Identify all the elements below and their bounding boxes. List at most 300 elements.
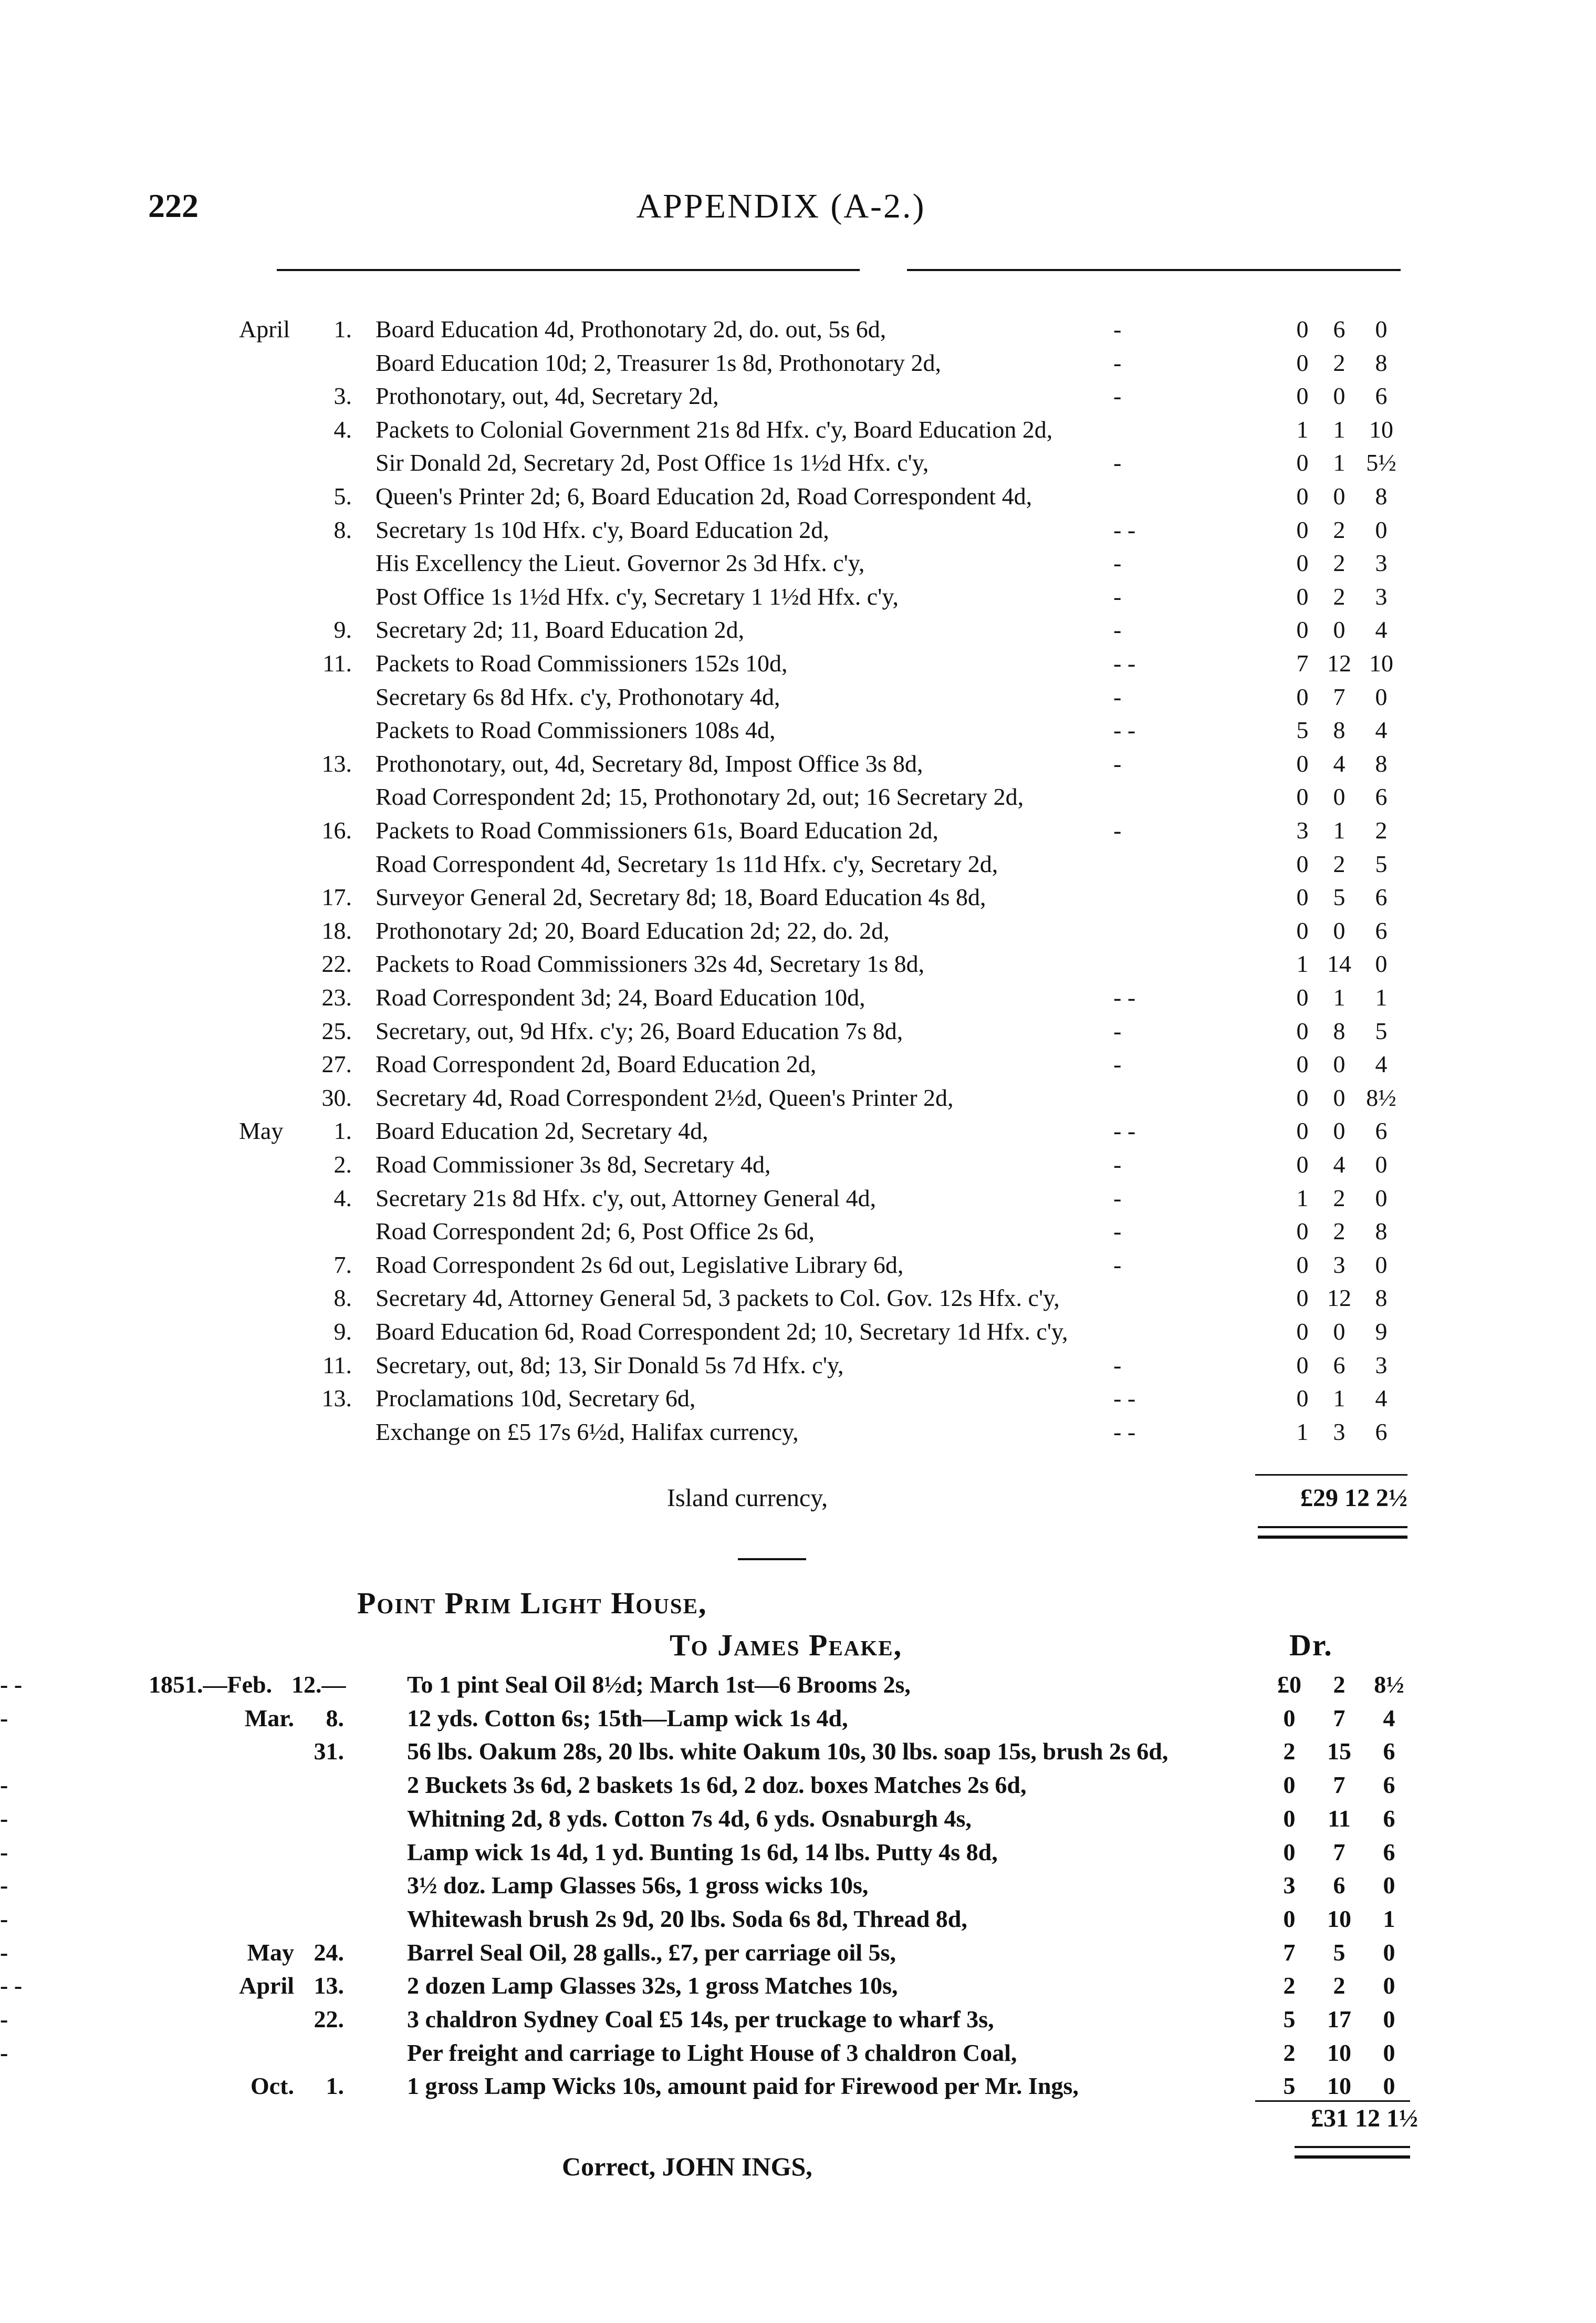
row-day: 16.	[321, 817, 352, 844]
total-row-1	[0, 1481, 1596, 1515]
amount-pounds: 0	[1296, 750, 1309, 777]
row-day: 22.	[321, 950, 352, 978]
row-day: 4.	[333, 416, 352, 443]
ledger-row	[0, 1415, 1596, 1449]
row-dashes: -	[1113, 1218, 1122, 1245]
ledger-row	[0, 2036, 1596, 2070]
ledger-row	[0, 680, 1596, 714]
amount-pence: 9	[1375, 1318, 1388, 1345]
debit-marker: Dr.	[1289, 1628, 1333, 1662]
row-dashes: -	[1113, 817, 1122, 844]
amount-pence: 3	[1375, 1351, 1388, 1378]
row-description: Road Correspondent 2d; 6, Post Office 2s 6d,	[375, 1218, 815, 1245]
row-dashes: -	[1113, 382, 1122, 410]
amount-pounds: 0	[1296, 1051, 1309, 1078]
row-month: April	[239, 1972, 294, 1999]
ledger-row	[0, 446, 1596, 480]
ledger-row	[0, 313, 1596, 346]
amount-pounds: 0	[1296, 917, 1309, 944]
row-description: 2 dozen Lamp Glasses 32s, 1 gross Matches 10s,	[407, 1972, 898, 1999]
ledger-row	[0, 780, 1596, 814]
amount-shillings: 10	[1327, 1905, 1351, 1932]
amount-pence: 1	[1375, 984, 1388, 1011]
row-dashes: -	[1113, 1351, 1122, 1378]
ledger-row	[0, 1248, 1596, 1282]
amount-pence: 6	[1375, 884, 1388, 911]
ledger-row	[0, 1802, 1596, 1835]
amount-pounds: 0	[1296, 449, 1309, 476]
row-description: Secretary 6s 8d Hfx. c'y, Prothonotary 4d,	[375, 683, 780, 710]
row-day: 24.	[314, 1938, 344, 1966]
row-day: 8.	[333, 516, 352, 543]
ledger-row	[0, 1702, 1596, 1735]
row-description: Per freight and carriage to Light House of 3 chaldron Coal,	[407, 2039, 1017, 2066]
page-number: 222	[148, 187, 199, 224]
amount-pounds: 3	[1296, 817, 1309, 844]
amount-shillings: 6	[1333, 1872, 1345, 1899]
amount-pence: 8	[1375, 750, 1388, 777]
row-description: Road Correspondent 2d, Board Education 2d,	[375, 1051, 817, 1078]
ledger-row	[0, 346, 1596, 380]
amount-pounds: 0	[1296, 1084, 1309, 1111]
row-description: 56 lbs. Oakum 28s, 20 lbs. white Oakum 10s, 30 lbs. soap 15s, brush 2s 6d,	[407, 1738, 1169, 1765]
amount-shillings: 15	[1327, 1738, 1351, 1765]
amount-shillings: 3	[1333, 1418, 1345, 1445]
signoff: Correct, JOHN INGS,	[562, 2152, 812, 2181]
row-dashes: - -	[0, 1972, 23, 1999]
amount-shillings: 0	[1333, 1117, 1345, 1145]
ledger-row	[0, 546, 1596, 580]
amount-pounds: 0	[1296, 583, 1309, 610]
row-description: Packets to Road Commissioners 32s 4d, Secretary 1s 8d,	[375, 950, 925, 978]
ledger-row	[0, 713, 1596, 747]
amount-pence: 0	[1383, 2072, 1395, 2100]
amount-shillings: 7	[1333, 1838, 1345, 1865]
amount-pence: 5½	[1366, 449, 1396, 476]
amount-shillings: 7	[1333, 1771, 1345, 1799]
amount-pounds: 0	[1296, 1017, 1309, 1044]
amount-pence: 0	[1383, 2006, 1395, 2032]
row-dashes: -	[0, 1704, 8, 1731]
amount-pounds: 0	[1296, 1117, 1309, 1145]
amount-pounds: 0	[1296, 984, 1309, 1011]
row-dashes: -	[1113, 449, 1122, 476]
amount-pence: 4	[1375, 1051, 1388, 1078]
row-description: Packets to Road Commissioners 108s 4d,	[375, 717, 776, 744]
row-description: Barrel Seal Oil, 28 galls., £7, per carriage oil 5s,	[407, 1938, 896, 1966]
row-description: 3½ doz. Lamp Glasses 56s, 1 gross wicks 10s,	[407, 1872, 869, 1899]
row-description: Road Commissioner 3s 8d, Secretary 4d,	[375, 1151, 771, 1178]
row-description: Secretary 4d, Road Correspondent 2½d, Queen's Printer 2d,	[375, 1084, 954, 1111]
row-day: 1.	[333, 316, 352, 343]
ledger-row	[0, 1969, 1596, 2003]
ledger-row	[0, 1315, 1596, 1349]
subtotal-rule	[1255, 1474, 1407, 1476]
row-day: 22.	[314, 2006, 344, 2032]
amount-pounds: 5	[1296, 717, 1309, 744]
amount-shillings: 7	[1333, 1704, 1345, 1731]
row-description: Surveyor General 2d, Secretary 8d; 18, Board Education 4s 8d,	[375, 884, 986, 911]
row-description: Secretary, out, 8d; 13, Sir Donald 5s 7d Hfx. c'y,	[375, 1351, 844, 1378]
amount-pounds: 0	[1283, 1805, 1296, 1832]
amount-pence: 6	[1383, 1838, 1395, 1865]
amount-pounds: 7	[1283, 1938, 1296, 1966]
row-dashes: -	[0, 1838, 8, 1865]
amount-pence: 6	[1375, 1117, 1388, 1145]
ledger-row	[0, 2003, 1596, 2036]
row-year: 1851.—Feb.	[149, 1671, 273, 1698]
amount-shillings: 6	[1333, 316, 1345, 343]
header-rule-left	[277, 269, 860, 271]
row-day: 11.	[322, 650, 352, 677]
ledger-row	[0, 1215, 1596, 1248]
amount-pence: 4	[1375, 1385, 1388, 1412]
row-day: 11.	[322, 1351, 352, 1378]
ledger-row	[0, 647, 1596, 680]
row-day: 8.	[333, 1284, 352, 1312]
amount-shillings: 2	[1333, 1972, 1345, 1999]
amount-pence: 8½	[1366, 1084, 1396, 1111]
amount-pence: 6	[1375, 382, 1388, 410]
amount-pence: 0	[1383, 1938, 1395, 1966]
row-description: Proclamations 10d, Secretary 6d,	[375, 1385, 696, 1412]
amount-shillings: 17	[1327, 2006, 1351, 2032]
ledger-row	[0, 413, 1596, 447]
amount-shillings: 1	[1333, 984, 1345, 1011]
amount-pence: 6	[1383, 1805, 1395, 1832]
amount-pounds: 0	[1296, 1351, 1309, 1378]
amount-shillings: 2	[1333, 850, 1345, 877]
amount-pounds: 0	[1283, 1771, 1296, 1799]
row-description: To 1 pint Seal Oil 8½d; March 1st—6 Brooms 2s,	[407, 1671, 911, 1698]
row-dashes: - -	[1113, 650, 1136, 677]
amount-pounds: 0	[1296, 1318, 1309, 1345]
page-header	[148, 186, 1414, 234]
amount-shillings: 12	[1327, 1284, 1351, 1312]
row-description: Prothonotary 2d; 20, Board Education 2d; 22, do. 2d,	[375, 917, 890, 944]
amount-shillings: 2	[1333, 1184, 1345, 1211]
row-dashes: -	[1113, 316, 1122, 343]
ledger-row	[0, 580, 1596, 614]
amount-pence: 4	[1383, 1704, 1395, 1731]
row-description: Packets to Road Commissioners 152s 10d,	[375, 650, 788, 677]
row-description: His Excellency the Lieut. Governor 2s 3d Hfx. c'y,	[375, 549, 865, 577]
row-dashes: -	[1113, 549, 1122, 577]
row-day: 1.	[326, 2072, 344, 2100]
subtotal-rule-2	[1255, 2100, 1410, 2102]
row-dashes: - -	[1113, 516, 1136, 543]
amount-pence: 8½	[1374, 1671, 1404, 1698]
ledger-row	[0, 847, 1596, 881]
row-dashes: -	[1113, 1151, 1122, 1178]
amount-shillings: 1	[1333, 449, 1345, 476]
amount-shillings: 4	[1333, 1151, 1345, 1178]
ledger-row	[0, 379, 1596, 413]
total-amount-2: £31 12 1½	[1311, 2104, 1418, 2132]
amount-pounds: £0	[1277, 1671, 1301, 1698]
row-description: Queen's Printer 2d; 6, Board Education 2d, Road Correspondent 4d,	[375, 483, 1032, 510]
row-description: 1 gross Lamp Wicks 10s, amount paid for Firewood per Mr. Ings,	[407, 2072, 1079, 2100]
amount-shillings: 11	[1328, 1805, 1351, 1832]
amount-pence: 8	[1375, 1218, 1388, 1245]
amount-shillings: 8	[1333, 1017, 1345, 1044]
amount-shillings: 0	[1333, 616, 1345, 644]
row-description: Road Correspondent 3d; 24, Board Education 10d,	[375, 984, 865, 1011]
amount-shillings: 2	[1333, 1218, 1345, 1245]
row-dashes: -	[1113, 750, 1122, 777]
amount-pence: 5	[1375, 850, 1388, 877]
ledger-row	[0, 814, 1596, 847]
row-description: Packets to Road Commissioners 61s, Board Education 2d,	[375, 817, 938, 844]
ledger-row	[0, 1735, 1596, 1768]
running-title: APPENDIX (A-2.)	[636, 187, 926, 225]
ledger-row	[0, 1114, 1596, 1148]
row-day: 17.	[321, 884, 352, 911]
amount-pounds: 0	[1296, 1151, 1309, 1178]
total-double-rule-2	[1295, 2146, 1410, 2159]
amount-shillings: 2	[1333, 349, 1345, 376]
amount-pounds: 0	[1296, 884, 1309, 911]
ledger-row	[0, 2069, 1596, 2103]
amount-pence: 8	[1375, 483, 1388, 510]
row-description: Secretary, out, 9d Hfx. c'y; 26, Board Education 7s 8d,	[375, 1017, 903, 1044]
amount-shillings: 3	[1333, 1251, 1345, 1278]
amount-shillings: 0	[1333, 1051, 1345, 1078]
amount-shillings: 2	[1333, 1671, 1345, 1698]
amount-pence: 0	[1383, 1972, 1395, 1999]
row-month: Oct.	[250, 2072, 294, 2100]
ledger-row	[0, 1768, 1596, 1802]
amount-pounds: 0	[1296, 1284, 1309, 1312]
amount-pounds: 2	[1283, 1738, 1296, 1765]
row-day: 7.	[333, 1251, 352, 1278]
amount-pence: 3	[1375, 549, 1388, 577]
row-dashes: -	[1113, 1251, 1122, 1278]
row-dashes: -	[1113, 1051, 1122, 1078]
amount-shillings: 0	[1333, 783, 1345, 811]
amount-pence: 0	[1375, 1184, 1388, 1211]
row-description: Secretary 1s 10d Hfx. c'y, Board Education 2d,	[375, 516, 829, 543]
row-description: Secretary 4d, Attorney General 5d, 3 packets to Col. Gov. 12s Hfx. c'y,	[375, 1284, 1060, 1312]
row-month: May	[247, 1938, 294, 1966]
amount-pounds: 0	[1296, 1251, 1309, 1278]
ledger-row	[0, 1902, 1596, 1936]
row-dashes: -	[1113, 1017, 1122, 1044]
amount-pence: 5	[1375, 1017, 1388, 1044]
row-day: 27.	[321, 1051, 352, 1078]
amount-shillings: 7	[1333, 683, 1345, 710]
total-double-rule	[1258, 1526, 1407, 1539]
row-dashes: - -	[1113, 717, 1136, 744]
row-month: May	[239, 1117, 284, 1145]
row-dashes: - -	[1113, 1117, 1136, 1145]
amount-pounds: 0	[1296, 349, 1309, 376]
amount-pounds: 5	[1283, 2006, 1296, 2032]
row-dashes: - -	[1113, 1418, 1136, 1445]
row-description: Lamp wick 1s 4d, 1 yd. Bunting 1s 6d, 14 lbs. Putty 4s 8d,	[407, 1838, 998, 1865]
amount-shillings: 12	[1327, 650, 1351, 677]
account-payee: To James Peake,	[670, 1628, 903, 1662]
amount-pence: 8	[1375, 349, 1388, 376]
row-description: Whitning 2d, 8 yds. Cotton 7s 4d, 6 yds. Osnaburgh 4s,	[407, 1805, 972, 1832]
row-dashes: -	[0, 1805, 8, 1832]
amount-pounds: 0	[1296, 549, 1309, 577]
ledger-row	[0, 914, 1596, 948]
amount-pence: 0	[1383, 1872, 1395, 1899]
amount-shillings: 6	[1333, 1351, 1345, 1378]
amount-pence: 2	[1375, 817, 1388, 844]
amount-pounds: 1	[1296, 950, 1309, 978]
ledger-row	[0, 480, 1596, 513]
row-day: 2.	[333, 1151, 352, 1178]
row-dashes: -	[1113, 349, 1122, 376]
row-description: Post Office 1s 1½d Hfx. c'y, Secretary 1 1½d Hfx. c'y,	[375, 583, 899, 610]
row-description: Road Correspondent 2s 6d out, Legislative Library 6d,	[375, 1251, 904, 1278]
row-day: 4.	[333, 1184, 352, 1211]
row-description: 3 chaldron Sydney Coal £5 14s, per truckage to wharf 3s,	[407, 2006, 994, 2032]
amount-shillings: 2	[1333, 549, 1345, 577]
amount-pounds: 0	[1296, 783, 1309, 811]
amount-shillings: 2	[1333, 583, 1345, 610]
amount-shillings: 8	[1333, 717, 1345, 744]
amount-pence: 6	[1375, 917, 1388, 944]
amount-pence: 3	[1375, 583, 1388, 610]
amount-pence: 0	[1375, 683, 1388, 710]
row-description: Secretary 2d; 11, Board Education 2d,	[375, 616, 745, 644]
amount-pounds: 0	[1283, 1838, 1296, 1865]
amount-pounds: 0	[1283, 1704, 1296, 1731]
row-day: 5.	[333, 483, 352, 510]
row-description: Prothonotary, out, 4d, Secretary 8d, Impost Office 3s 8d,	[375, 750, 923, 777]
row-day: 3.	[333, 382, 352, 410]
ledger-row	[0, 613, 1596, 647]
amount-pounds: 0	[1296, 1385, 1309, 1412]
ledger-row	[0, 981, 1596, 1014]
ledger-row	[0, 1382, 1596, 1415]
row-description: Prothonotary, out, 4d, Secretary 2d,	[375, 382, 719, 410]
account-title: Point Prim Light House,	[357, 1586, 707, 1620]
amount-pounds: 2	[1283, 2039, 1296, 2066]
ledger-row	[0, 747, 1596, 781]
amount-pence: 0	[1375, 516, 1388, 543]
amount-shillings: 1	[1333, 416, 1345, 443]
amount-shillings: 0	[1333, 483, 1345, 510]
ledger-row	[0, 1148, 1596, 1181]
amount-shillings: 14	[1327, 950, 1351, 978]
total-amount: £29 12 2½	[1300, 1484, 1407, 1512]
amount-pounds: 0	[1296, 316, 1309, 343]
amount-pounds: 3	[1283, 1872, 1296, 1899]
row-description: Board Education 10d; 2, Treasurer 1s 8d, Prothonotary 2d,	[375, 349, 942, 376]
amount-shillings: 10	[1327, 2039, 1351, 2066]
amount-shillings: 4	[1333, 750, 1345, 777]
amount-shillings: 0	[1333, 1084, 1345, 1111]
ledger-row	[0, 947, 1596, 981]
amount-pence: 4	[1375, 717, 1388, 744]
row-description: Road Correspondent 4d, Secretary 1s 11d Hfx. c'y, Secretary 2d,	[375, 850, 998, 877]
amount-pence: 6	[1375, 1418, 1388, 1445]
ledger-row	[0, 1668, 1596, 1702]
row-description: Sir Donald 2d, Secretary 2d, Post Office 1s 1½d Hfx. c'y,	[375, 449, 929, 476]
ledger-row	[0, 1048, 1596, 1081]
amount-pounds: 0	[1296, 382, 1309, 410]
amount-shillings: 10	[1327, 2072, 1351, 2100]
row-dashes: -	[1113, 616, 1122, 644]
row-day: 13.	[321, 1385, 352, 1412]
amount-pence: 1	[1383, 1905, 1395, 1932]
ledger-row	[0, 880, 1596, 914]
row-dashes: -	[1113, 1184, 1122, 1211]
row-dashes: -	[1113, 683, 1122, 710]
amount-shillings: 0	[1333, 382, 1345, 410]
row-dashes: -	[0, 1872, 8, 1899]
amount-pounds: 5	[1283, 2072, 1296, 2100]
row-dashes: - -	[0, 1671, 23, 1698]
row-dashes: -	[0, 1938, 8, 1966]
total-label: Island currency,	[667, 1484, 828, 1512]
row-day: 30.	[321, 1084, 352, 1111]
row-description: Board Education 2d, Secretary 4d,	[375, 1117, 708, 1145]
amount-pence: 10	[1369, 416, 1393, 443]
row-description: Road Correspondent 2d; 15, Prothonotary 2d, out; 16 Secretary 2d,	[375, 783, 1024, 811]
row-dashes: -	[0, 1905, 8, 1932]
amount-pounds: 0	[1296, 616, 1309, 644]
section-separator	[738, 1558, 806, 1560]
amount-pounds: 0	[1296, 516, 1309, 543]
amount-pence: 0	[1375, 950, 1388, 978]
row-day: 12.—	[291, 1671, 346, 1698]
row-day: 13.	[314, 1972, 344, 1999]
row-dashes: -	[1113, 583, 1122, 610]
ledger-row	[0, 513, 1596, 547]
row-description: Whitewash brush 2s 9d, 20 lbs. Soda 6s 8d, Thread 8d,	[407, 1905, 967, 1932]
row-day: 18.	[321, 917, 352, 944]
amount-pence: 8	[1375, 1284, 1388, 1312]
row-description: Board Education 6d, Road Correspondent 2d; 10, Secretary 1d Hfx. c'y,	[375, 1318, 1068, 1345]
amount-shillings: 5	[1333, 884, 1345, 911]
ledger-row	[0, 1281, 1596, 1315]
row-dashes: - -	[1113, 984, 1136, 1011]
row-day: 13.	[321, 750, 352, 777]
ledger-row	[0, 1835, 1596, 1869]
amount-shillings: 1	[1333, 1385, 1345, 1412]
row-description: 12 yds. Cotton 6s; 15th—Lamp wick 1s 4d,	[407, 1704, 848, 1731]
row-description: Exchange on £5 17s 6½d, Halifax currency,	[375, 1418, 799, 1445]
row-day: 9.	[333, 1318, 352, 1345]
row-day: 31.	[314, 1738, 344, 1765]
amount-pence: 10	[1369, 650, 1393, 677]
amount-pounds: 0	[1296, 483, 1309, 510]
amount-pence: 6	[1375, 783, 1388, 811]
amount-pence: 0	[1375, 1151, 1388, 1178]
amount-shillings: 2	[1333, 516, 1345, 543]
amount-pence: 0	[1375, 316, 1388, 343]
ledger-row	[0, 1349, 1596, 1382]
amount-pounds: 1	[1296, 1418, 1309, 1445]
amount-shillings: 5	[1333, 1938, 1345, 1966]
amount-pounds: 0	[1296, 683, 1309, 710]
row-day: 23.	[321, 984, 352, 1011]
amount-shillings: 1	[1333, 817, 1345, 844]
ledger-row	[0, 1081, 1596, 1115]
row-dashes: - -	[1113, 1385, 1136, 1412]
row-dashes: -	[0, 1771, 8, 1799]
row-description: Board Education 4d, Prothonotary 2d, do. out, 5s 6d,	[375, 316, 886, 343]
row-month: April	[239, 316, 290, 343]
row-day: 1.	[333, 1117, 352, 1145]
row-dashes: -	[0, 2006, 8, 2032]
amount-pounds: 0	[1296, 1218, 1309, 1245]
